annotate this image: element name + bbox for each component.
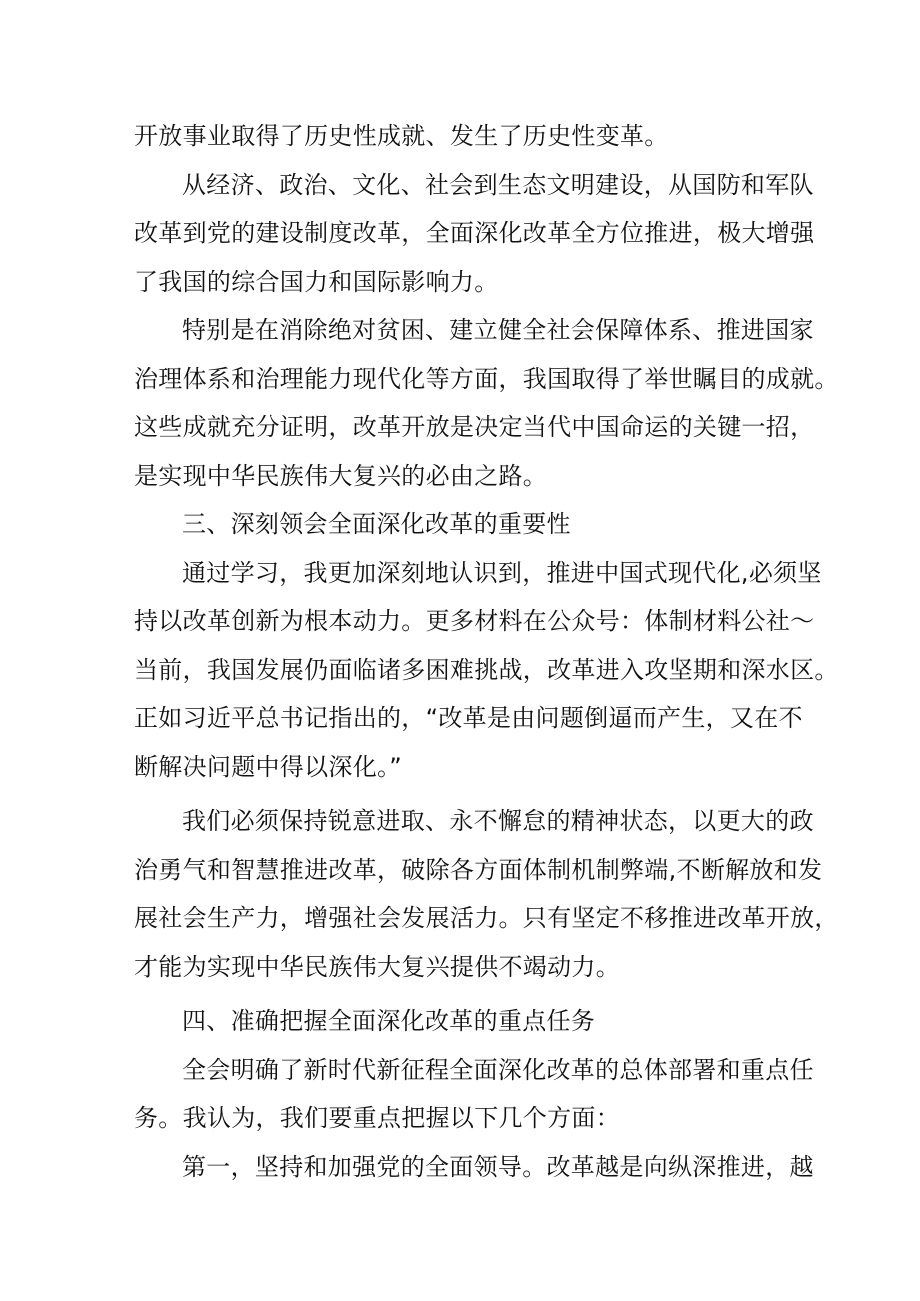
text-line: 展社会生产力，增强社会发展活力。只有坚定不移推进改革开放， [134,904,839,932]
paragraph-first-line: 我们必须保持锐意进取、永不懈怠的精神状态，以更大的政 [182,807,814,835]
text-line: 治勇气和智慧推进改革，破除各方面体制机制弊端,不断解放和发 [134,855,823,884]
paragraph-first-line: 通过学习，我更加深刻地认识到，推进中国式现代化,必须坚 [182,558,822,587]
paragraph-first-line: 第一，坚持和加强党的全面领导。改革越是向纵深推进，越 [182,1152,814,1181]
paragraph-first-line: 从经济、政治、文化、社会到生态文明建设，从国防和军队 [182,170,814,199]
text-line: 断解决问题中得以深化。” [134,752,403,781]
text-line: 务。我认为，我们要重点把握以下几个方面： [134,1104,620,1132]
text-line: 了我国的综合国力和国际影响力。 [134,267,499,296]
text-line: 治理体系和治理能力现代化等方面，我国取得了举世瞩目的成就。 [134,364,839,393]
text-line: 开放事业取得了历史性成就、发生了历史性变革。 [134,122,669,150]
text-line: 是实现中华民族伟大复兴的必由之路。 [134,461,548,490]
text-line: 才能为实现中华民族伟大复兴提供不竭动力。 [134,952,620,981]
paragraph-first-line: 全会明确了新时代新征程全面深化改革的总体部署和重点任 [182,1055,814,1084]
section-heading: 四、准确把握全面深化改革的重点任务 [182,1007,596,1035]
text-line: 这些成就充分证明，改革开放是决定当代中国命运的关键一招， [134,413,815,441]
text-line: 持以改革创新为根本动力。更多材料在公众号：体制材料公社〜 [134,607,815,635]
text-line: 当前，我国发展仍面临诸多困难挑战，改革进入攻坚期和深水区。 [134,655,839,684]
section-heading: 三、深刻领会全面深化改革的重要性 [182,510,571,538]
document-body [134,112,839,1191]
text-line: 改革到党的建设制度改革，全面深化改革全方位推进，极大增强 [134,219,815,247]
paragraph-first-line: 特别是在消除绝对贫困、建立健全社会保障体系、推进国家 [182,316,814,344]
text-line: 正如习近平总书记指出的，“改革是由问题倒逼而产生，又在不 [134,704,803,732]
